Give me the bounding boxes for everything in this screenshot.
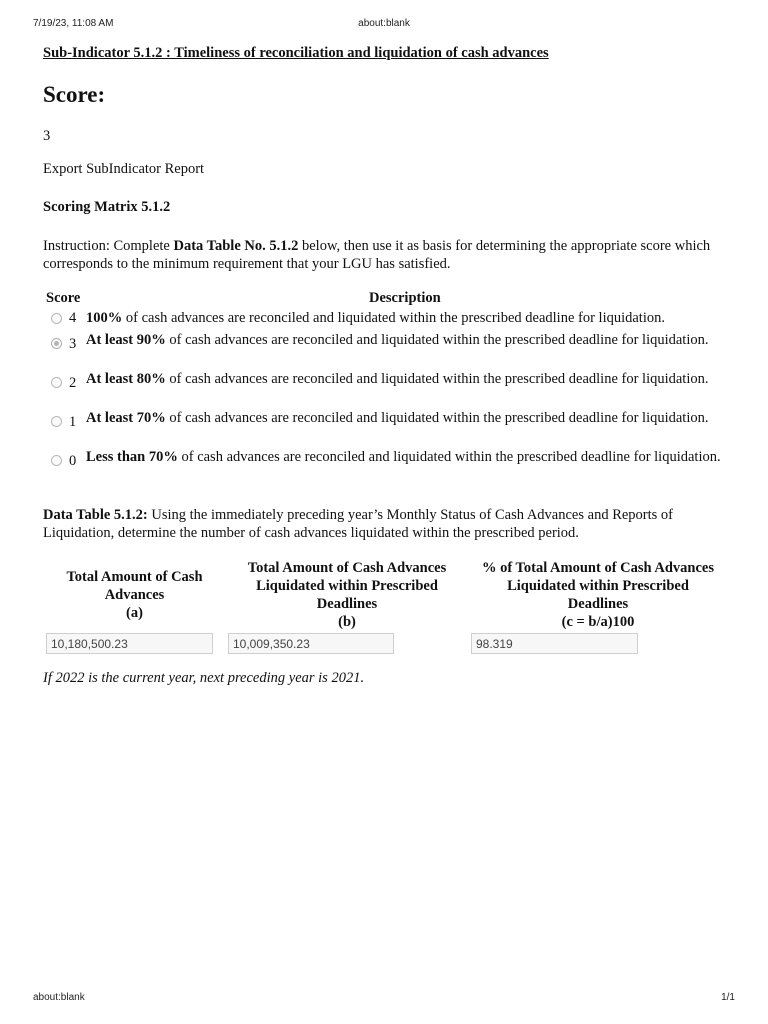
column-header-total-cash-advances: Total Amount of Cash Advances (a) [66,569,203,621]
score-threshold: At least 70% [86,410,166,426]
score-option-3[interactable] [46,332,728,371]
score-option-2[interactable] [46,371,728,410]
liquidated-percent-field[interactable]: 98.319 [471,633,638,654]
total-cash-advances-field[interactable]: 10,180,500.23 [46,633,213,654]
page-number: 1/1 [721,992,735,1003]
instruction-pre: Instruction: Complete [43,238,174,254]
score-threshold: At least 80% [86,371,166,387]
instruction-text [43,237,728,273]
print-url: about:blank [358,18,410,29]
score-value: 3 [43,128,51,144]
score-option-number: 4 [69,310,77,326]
scoring-matrix-table [46,290,728,488]
score-option-4[interactable] [46,310,728,332]
score-threshold: 100% [86,310,123,326]
column-header-score: Score [46,290,81,306]
score-option-description [86,410,728,427]
data-table-instruction: Using the immediately preceding year’s Monthly Status of Cash Advances and Reports of Liquidation, determine the number of cash advances liquidated within the prescribed period. [43,507,674,541]
score-criteria: of cash advances are reconciled and liquidated within the prescribed deadline for liquidation. [165,371,709,387]
liquidated-amount-field[interactable]: 10,009,350.23 [228,633,394,654]
year-note: If 2022 is the current year, next preceding year is 2021. [43,670,365,686]
score-option-description [86,310,728,327]
sub-indicator-title: Sub-Indicator 5.1.2 : Timeliness of reconciliation and liquidation of cash advances [43,45,549,61]
score-option-number: 3 [69,336,77,352]
column-header-description: Description [369,290,441,306]
score-option-description [86,449,728,466]
score-option-number: 1 [69,414,77,430]
print-header [0,18,768,32]
print-datetime: 7/19/23, 11:08 AM [33,18,114,29]
score-radio-0[interactable] [51,455,62,466]
data-table-description [43,506,728,542]
column-header-liquidated-percent: % of Total Amount of Cash Advances Liquidated within Prescribed Deadlines (c = b/a)100 [481,560,715,630]
instruction-post: below, then use it as basis for determining the appropriate score which corresponds to the minimum requirement that your LGU has satisfied. [43,238,711,272]
main-content [43,44,728,686]
score-radio-4[interactable] [51,313,62,324]
scoring-matrix-title: Scoring Matrix 5.1.2 [43,199,171,215]
score-radio-2[interactable] [51,377,62,388]
column-header-liquidated-amount: Total Amount of Cash Advances Liquidated within Prescribed Deadlines (b) [247,560,447,630]
score-criteria: of cash advances are reconciled and liquidated within the prescribed deadline for liquidation. [177,449,721,465]
scoring-matrix-header [46,290,728,310]
export-report-link[interactable]: Export SubIndicator Report [43,161,205,177]
score-option-1[interactable] [46,410,728,449]
footer-url: about:blank [33,992,85,1003]
score-criteria: of cash advances are reconciled and liquidated within the prescribed deadline for liquidation. [165,410,709,426]
score-radio-1[interactable] [51,416,62,427]
score-option-number: 0 [69,453,77,469]
print-footer [0,992,768,1006]
instruction-table-ref: Data Table No. 5.1.2 [173,238,299,254]
score-option-number: 2 [69,375,77,391]
score-radio-3-selected[interactable] [51,338,62,349]
score-threshold: At least 90% [86,332,166,348]
data-table-label: Data Table 5.1.2: [43,507,148,523]
score-heading: Score: [43,82,106,107]
score-threshold: Less than 70% [86,449,178,465]
score-option-description [86,371,728,388]
score-option-0[interactable] [46,449,728,488]
score-criteria: of cash advances are reconciled and liquidated within the prescribed deadline for liquidation. [165,332,709,348]
score-option-description [86,332,728,349]
score-criteria: of cash advances are reconciled and liquidated within the prescribed deadline for liquidation. [122,310,665,326]
